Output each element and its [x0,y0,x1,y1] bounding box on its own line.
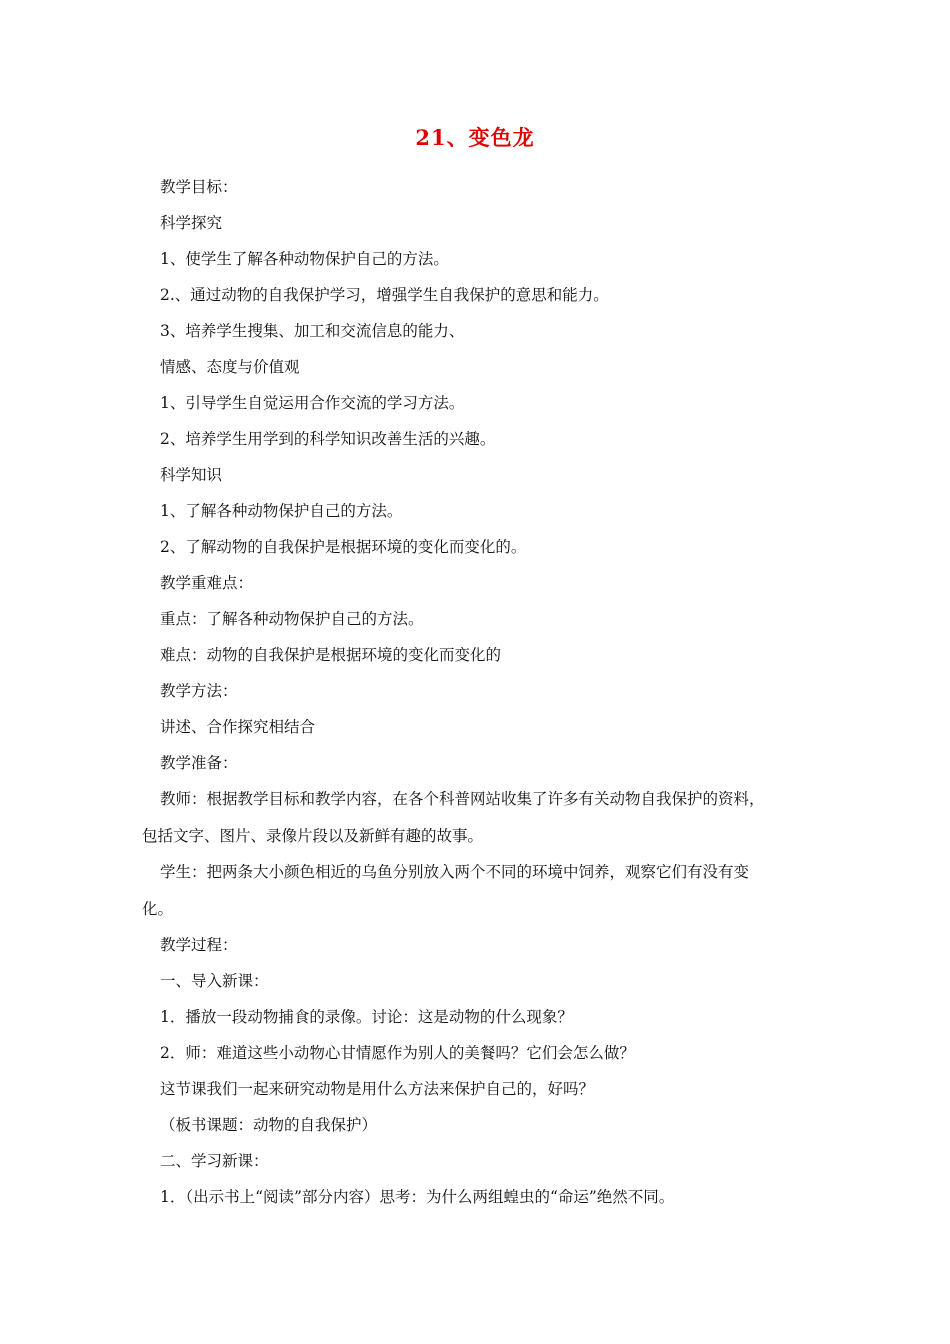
text-line: 二、学习新课： [160,1152,269,1170]
text-line: 这节课我们一起来研究动物是用什么方法来保护自己的，好吗？ [160,1080,595,1098]
document-body [142,172,828,1218]
text-line: 教学过程： [160,936,238,954]
text-line: 科学探究 [160,214,223,232]
text-line: 2、培养学生用学到的科学知识改善生活的兴趣。 [160,430,496,448]
text-line: 教学方法： [160,682,238,700]
text-line: 难点：动物的自我保护是根据环境的变化而变化的 [160,646,502,664]
text-line: 2.、通过动物的自我保护学习，增强学生自我保护的意思和能力。 [160,286,609,304]
text-line: 教学目标： [160,178,238,196]
teacher-prep-line: 教师：根据教学目标和教学内容，在各个科普网站收集了许多有关动物自我保护的资料， [160,790,765,808]
text-line: 2．师：难道这些小动物心甘情愿作为别人的美餐吗？它们会怎么做？ [160,1044,635,1062]
text-line: 一、导入新课： [160,972,269,990]
text-line: 1、了解各种动物保护自己的方法。 [160,502,403,520]
text-line: 科学知识 [160,466,223,484]
text-line: 重点：了解各种动物保护自己的方法。 [160,610,424,628]
text-line: 教学准备： [160,754,238,772]
teacher-prep-continuation: 包括文字、图片、录像片段以及新鲜有趣的故事。 [142,827,484,845]
student-prep-continuation: 化。 [142,900,174,918]
page-title: 21、变色龙 [415,125,535,150]
text-line: 讲述、合作探究相结合 [160,718,316,736]
text-line: 1．播放一段动物捕食的录像。讨论：这是动物的什么现象？ [160,1008,573,1026]
text-line: 1、使学生了解各种动物保护自己的方法。 [160,250,449,268]
text-line: 教学重难点： [160,574,254,592]
text-line: 1、引导学生自觉运用合作交流的学习方法。 [160,394,465,412]
text-line: （板书课题：动物的自我保护） [160,1116,378,1134]
text-line: 3、培养学生搜集、加工和交流信息的能力、 [160,322,465,340]
text-line: 2、了解动物的自我保护是根据环境的变化而变化的。 [160,538,527,556]
text-line: 情感、态度与价值观 [160,358,300,376]
student-prep-line: 学生：把两条大小颜色相近的乌鱼分别放入两个不同的环境中饲养，观察它们有没有变 [160,863,750,881]
text-line: 1．（出示书上“阅读”部分内容）思考：为什么两组蝗虫的“命运”绝然不同。 [160,1188,675,1206]
